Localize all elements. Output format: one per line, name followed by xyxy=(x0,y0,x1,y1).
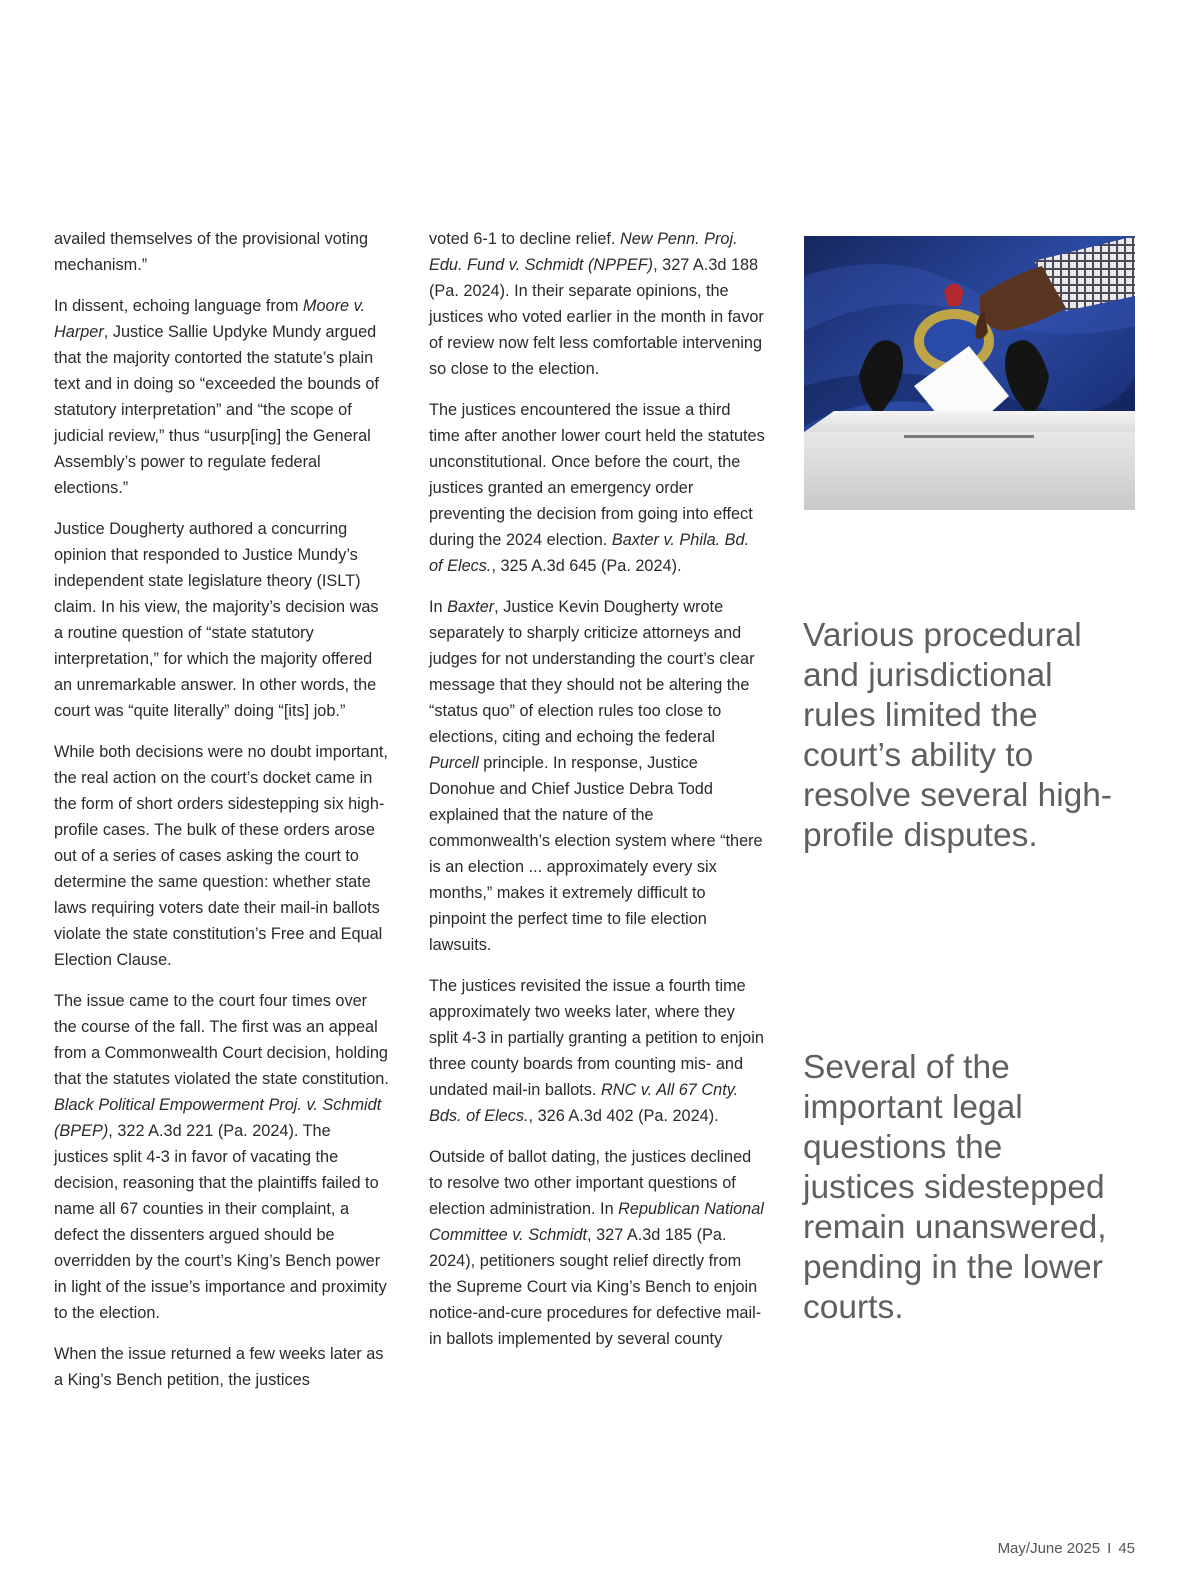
article-paragraph: Outside of ballot dating, the justices declined to resolve two other important questions of election administration. In Republican National Committee v. Schmidt, 327 A.3d 185 (Pa. 2024), petitioners sought relief directly from the Supreme Court via King’s Bench to enjoin notice-and-cure procedures for defective mail-in ballots implemented by several county xyxy=(429,1148,764,1348)
case-citation: Republican National Committee v. Schmidt xyxy=(429,1200,764,1244)
page-number: 45 xyxy=(1118,1540,1135,1557)
footer-separator: I xyxy=(1107,1540,1112,1557)
pull-quote-2: Several of the important legal questions the justices sidestepped remain unanswered, pending in the lower courts. xyxy=(803,1049,1107,1326)
ballot-box-icon xyxy=(804,236,1135,510)
case-citation: RNC v. All 67 Cnty. Bds. of Elecs. xyxy=(429,1081,739,1125)
case-citation: New Penn. Proj. Edu. Fund v. Schmidt (NPPEF) xyxy=(429,230,738,274)
case-citation: Purcell xyxy=(429,754,479,772)
article-paragraph: In Baxter, Justice Kevin Dougherty wrote separately to sharply criticize attorneys and judges for not understanding the court’s clear message that they should not be altering the “status quo” of election rules too close to elections, citing and echoing the federal Purcell principle. In response, Justice Donohue and Chief Justice Debra Todd explained that the nature of the commonwealth’s election system where “there is an election ... approximately every six months,” makes it extremely difficult to pinpoint the perfect time to file election lawsuits. xyxy=(429,598,763,954)
ballot-box-photo xyxy=(804,236,1135,510)
case-citation: Baxter xyxy=(447,598,495,616)
article-paragraph: voted 6-1 to decline relief. New Penn. Proj. Edu. Fund v. Schmidt (NPPEF), 327 A.3d 188 (Pa. 2024). In their separate opinions, the justices who voted earlier in the month in favor of review now felt less comfortable intervening so close to the election. xyxy=(429,230,764,378)
case-citation: Baxter v. Phila. Bd. of Elecs. xyxy=(429,531,750,575)
article-left-column xyxy=(54,226,389,1408)
article-paragraph: When the issue returned a few weeks later as a King’s Bench petition, the justices xyxy=(54,1345,384,1389)
case-citation: Moore v. Harper xyxy=(54,297,366,341)
article-paragraph: Justice Dougherty authored a concurring opinion that responded to Justice Mundy’s independent state legislature theory (ISLT) claim. In his view, the majority’s decision was a routine question of “state statutory interpretation,” for which the majority offered an unremarkable answer. In other words, the court was “quite literally” doing “[its] job.” xyxy=(54,520,379,720)
article-paragraph: availed themselves of the provisional voting mechanism.” xyxy=(54,230,369,274)
pull-quote-1: Various procedural and jurisdictional rules limited the court’s ability to resolve several high-profile disputes. xyxy=(803,617,1113,854)
article-paragraph: The justices revisited the issue a fourth time approximately two weeks later, where they split 4-3 in partially granting a petition to enjoin three county boards from counting mis- and undated mail-in ballots. RNC v. All 67 Cnty. Bds. of Elecs., 326 A.3d 402 (Pa. 2024). xyxy=(429,977,764,1125)
page-footer xyxy=(998,1540,1135,1557)
article-middle-column xyxy=(429,226,765,1367)
article-paragraph: In dissent, echoing language from Moore v. Harper, Justice Sallie Updyke Mundy argued that the majority contorted the statute’s plain text and in doing so “exceeded the bounds of statutory interpretation” and “the scope of judicial review,” thus “usurp[ing] the General Assembly’s power to regulate federal elections.” xyxy=(54,297,379,497)
issue-date: May/June 2025 xyxy=(997,1540,1101,1557)
article-paragraph: The justices encountered the issue a third time after another lower court held the statutes unconstitutional. Once before the court, the justices granted an emergency order preventing the decision from going into effect during the 2024 election. Baxter v. Phila. Bd. of Elecs., 325 A.3d 645 (Pa. 2024). xyxy=(429,401,765,575)
case-citation: Black Political Empowerment Proj. v. Schmidt (BPEP) xyxy=(54,1096,382,1140)
article-paragraph: The issue came to the court four times over the course of the fall. The first was an appeal from a Commonwealth Court decision, holding that the statutes violated the state constitution. Black Political Empowerment Proj. v. Schmidt (BPEP), 322 A.3d 221 (Pa. 2024). The justices split 4-3 in favor of vacating the decision, reasoning that the plaintiffs failed to name all 67 counties in their complaint, a defect the dissenters argued should be overridden by the court’s King’s Bench power in light of the issue’s importance and proximity to the election. xyxy=(54,992,389,1322)
article-paragraph: While both decisions were no doubt important, the real action on the court’s docket came in the form of short orders sidestepping six high-profile cases. The bulk of these orders arose out of a series of cases asking the court to determine the same question: whether state laws requiring voters date their mail-in ballots violate the state constitution’s Free and Equal Election Clause. xyxy=(54,743,388,969)
